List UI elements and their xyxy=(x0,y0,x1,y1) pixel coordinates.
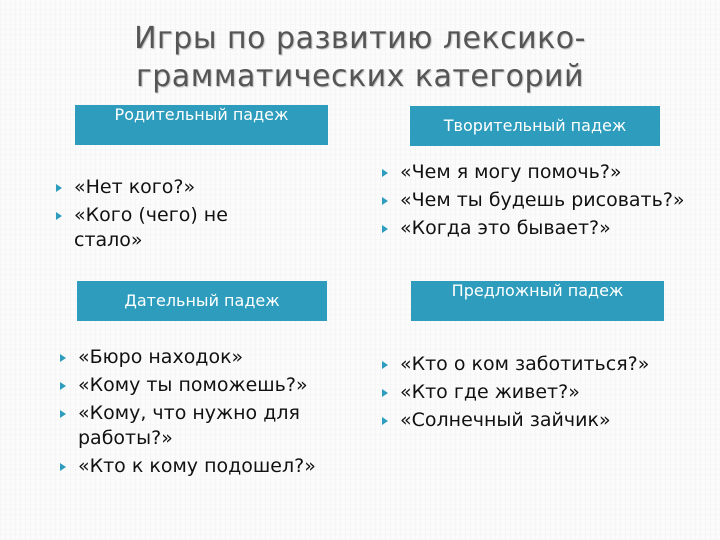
bullet-arrow-icon xyxy=(60,382,66,390)
list-item xyxy=(52,175,302,200)
list-item xyxy=(56,345,376,370)
bullet-arrow-icon xyxy=(60,463,66,471)
bullet-arrow-icon xyxy=(56,184,62,192)
bullet-arrow-icon xyxy=(382,169,388,177)
item-text: «Кому ты поможешь?» xyxy=(78,374,308,396)
list-item xyxy=(378,380,688,405)
list-item xyxy=(378,160,688,185)
item-text: «Кто к кому подошел?» xyxy=(78,455,316,477)
list-item xyxy=(378,188,688,213)
list-item xyxy=(56,401,376,451)
list-item xyxy=(378,408,688,433)
list-genitive xyxy=(52,175,302,256)
item-text: «Солнечный зайчик» xyxy=(400,409,611,431)
item-text: «Нет кого?» xyxy=(74,176,196,198)
item-text: «Кому, что нужно для работы?» xyxy=(78,402,300,449)
slide-title xyxy=(60,20,660,96)
list-instrumental xyxy=(378,160,688,244)
list-dative xyxy=(56,345,376,482)
title-line-2: грамматических категорий xyxy=(136,59,584,94)
item-text: «Чем я могу помочь?» xyxy=(400,161,622,183)
bullet-arrow-icon xyxy=(382,225,388,233)
item-text: «Когда это бывает?» xyxy=(400,217,611,239)
item-text: «Кто где живет?» xyxy=(400,381,580,403)
bullet-arrow-icon xyxy=(382,361,388,369)
item-text: «Чем ты будешь рисовать?» xyxy=(400,189,685,211)
label-genitive: Родительный падеж xyxy=(75,105,328,145)
label-prepositional: Предложный падеж xyxy=(411,281,664,321)
title-line-1: Игры по развитию лексико- xyxy=(134,21,586,56)
item-text: «Кто о ком заботиться?» xyxy=(400,353,650,375)
list-item xyxy=(56,454,376,479)
list-item xyxy=(56,373,376,398)
label-dative: Дательный падеж xyxy=(77,281,327,321)
label-instrumental: Творительный падеж xyxy=(410,106,660,146)
bullet-arrow-icon xyxy=(60,354,66,362)
bullet-arrow-icon xyxy=(382,417,388,425)
item-text: «Бюро находок» xyxy=(78,346,244,368)
list-item xyxy=(378,352,688,377)
list-prepositional xyxy=(378,352,688,436)
list-item xyxy=(52,203,302,253)
bullet-arrow-icon xyxy=(60,410,66,418)
bullet-arrow-icon xyxy=(382,197,388,205)
bullet-arrow-icon xyxy=(56,212,62,220)
item-text: «Кого (чего) не стало» xyxy=(74,204,228,251)
list-item xyxy=(378,216,688,241)
bullet-arrow-icon xyxy=(382,389,388,397)
